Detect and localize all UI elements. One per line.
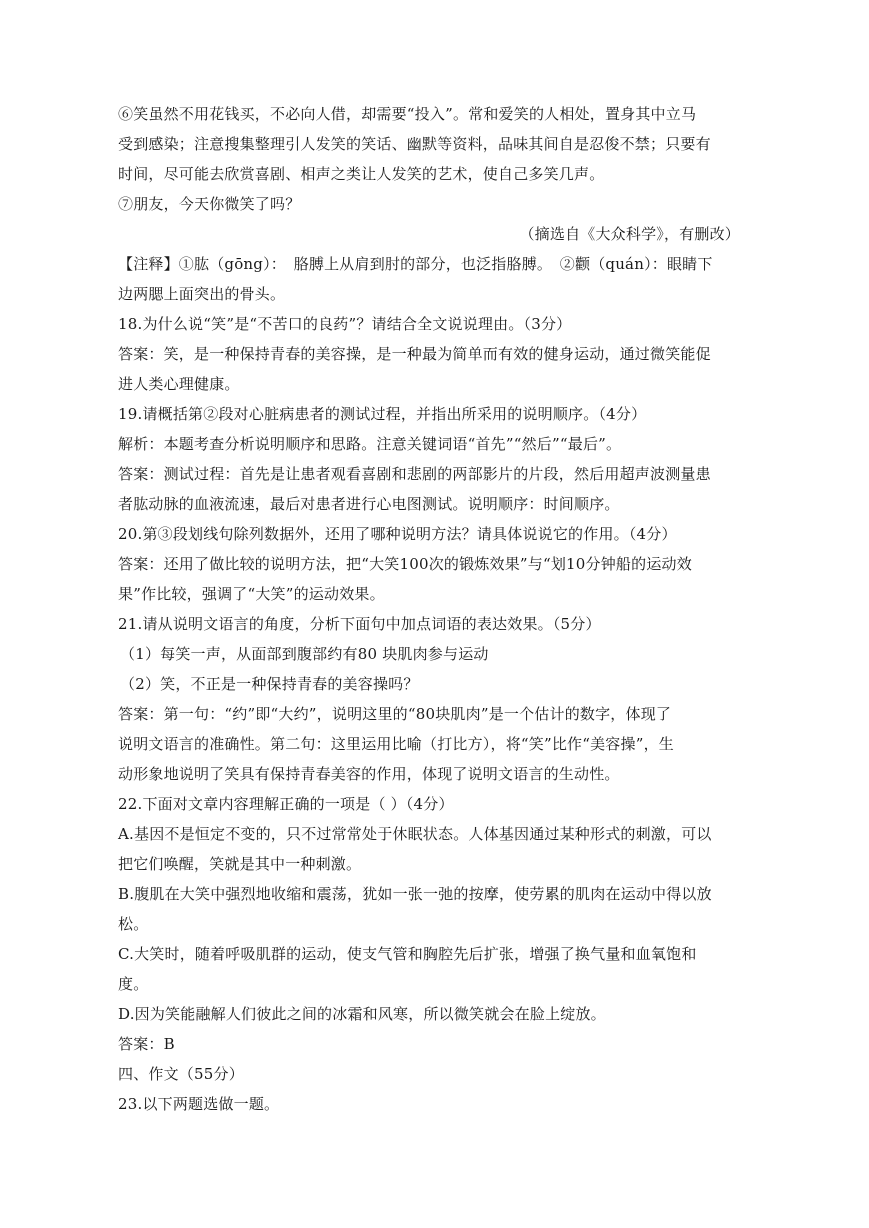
answer-19-line-1: 答案：测试过程：首先是让患者观看喜剧和悲剧的两部影片的片段，然后用超声波测量患	[118, 465, 711, 483]
option-a-line-2: 把它们唤醒，笑就是其中一种刺激。	[118, 855, 362, 873]
paragraph-6-line-2: 受到感染；注意搜集整理引人发笑的笑话、幽默等资料，品味其间自是忍俊不禁；只要有	[118, 135, 711, 153]
option-c-line-1: C.大笑时，随着呼吸肌群的运动，使支气管和胸腔先后扩张，增强了换气量和血氧饱和	[118, 945, 697, 963]
paragraph-6-line-3: 时间，尽可能去欣赏喜剧、相声之类让人发笑的艺术，使自己多笑几声。	[118, 165, 605, 183]
option-d: D.因为笑能融解人们彼此之间的冰霜和风寒，所以微笑就会在脸上绽放。	[118, 1005, 606, 1023]
answer-18-line-2: 进人类心理健康。	[118, 375, 240, 393]
document-page	[118, 99, 740, 1119]
notes-line-1: 【注释】①肱（gōng）： 胳膊上从肩到肘的部分，也泛指胳膊。 ②颧（quán）：眼睛下	[118, 255, 713, 273]
question-22: 22.下面对文章内容理解正确的一项是（ ）（4分）	[118, 795, 454, 813]
option-b-line-1: B.腹肌在大笑中强烈地收缩和震荡，犹如一张一弛的按摩，使劳累的肌肉在运动中得以放	[118, 885, 712, 903]
source-attribution: （摘选自《大众科学》，有删改）	[519, 225, 740, 243]
question-21-item-1: （1）每笑一声，从面部到腹部约有80 块肌肉参与运动	[120, 645, 489, 663]
question-20: 20.第③段划线句除列数据外，还用了哪种说明方法？请具体说说它的作用。（4分）	[118, 525, 677, 543]
option-b-line-2: 松。	[118, 915, 149, 933]
answer-20-line-1: 答案：还用了做比较的说明方法，把“大笑100次的锻炼效果”与“划10分钟船的运动效	[118, 555, 692, 573]
answer-19-line-2: 者肱动脉的血液流速，最后对患者进行心电图测试。说明顺序：时间顺序。	[118, 495, 620, 513]
option-c-line-2: 度。	[118, 975, 149, 993]
answer-18-line-1: 答案：笑，是一种保持青春的美容操，是一种最为简单而有效的健身运动，通过微笑能促	[118, 345, 711, 363]
paragraph-6-line-1: ⑥笑虽然不用花钱买，不必向人借，却需要“投入”。常和爱笑的人相处，置身其中立马	[118, 105, 697, 123]
option-a-line-1: A.基因不是恒定不变的，只不过常常处于休眠状态。人体基因通过某种形式的刺激，可以	[118, 825, 712, 843]
question-21: 21.请从说明文语言的角度，分析下面句中加点词语的表达效果。（5分）	[118, 615, 601, 633]
paragraph-7: ⑦朋友，今天你微笑了吗？	[118, 195, 301, 213]
question-21-item-2: （2）笑，不正是一种保持青春的美容操吗？	[120, 675, 419, 693]
question-19: 19.请概括第②段对心脏病患者的测试过程，并指出所采用的说明顺序。（4分）	[118, 405, 647, 423]
answer-20-line-2: 果”作比较，强调了“大笑”的运动效果。	[118, 585, 385, 603]
question-18: 18.为什么说“笑”是“不苦口的良药”？请结合全文说说理由。（3分）	[118, 315, 572, 333]
answer-21-line-2: 说明文语言的准确性。第二句：这里运用比喻（打比方），将“笑”比作“美容操”，生	[118, 735, 674, 753]
question-23: 23.以下两题选做一题。	[118, 1095, 280, 1113]
answer-22: 答案：B	[118, 1035, 175, 1053]
section-heading-composition: 四、作文（55分）	[118, 1065, 244, 1083]
notes-line-2: 边两腮上面突出的骨头。	[118, 285, 286, 303]
answer-21-line-1: 答案：第一句：“约”即“大约”，说明这里的“80块肌肉”是一个估计的数字，体现了	[118, 705, 672, 723]
answer-21-line-3: 动形象地说明了笑具有保持青春美容的作用，体现了说明文语言的生动性。	[118, 765, 620, 783]
analysis-19: 解析：本题考查分析说明顺序和思路。注意关键词语“首先”“然后”“最后”。	[118, 435, 622, 453]
